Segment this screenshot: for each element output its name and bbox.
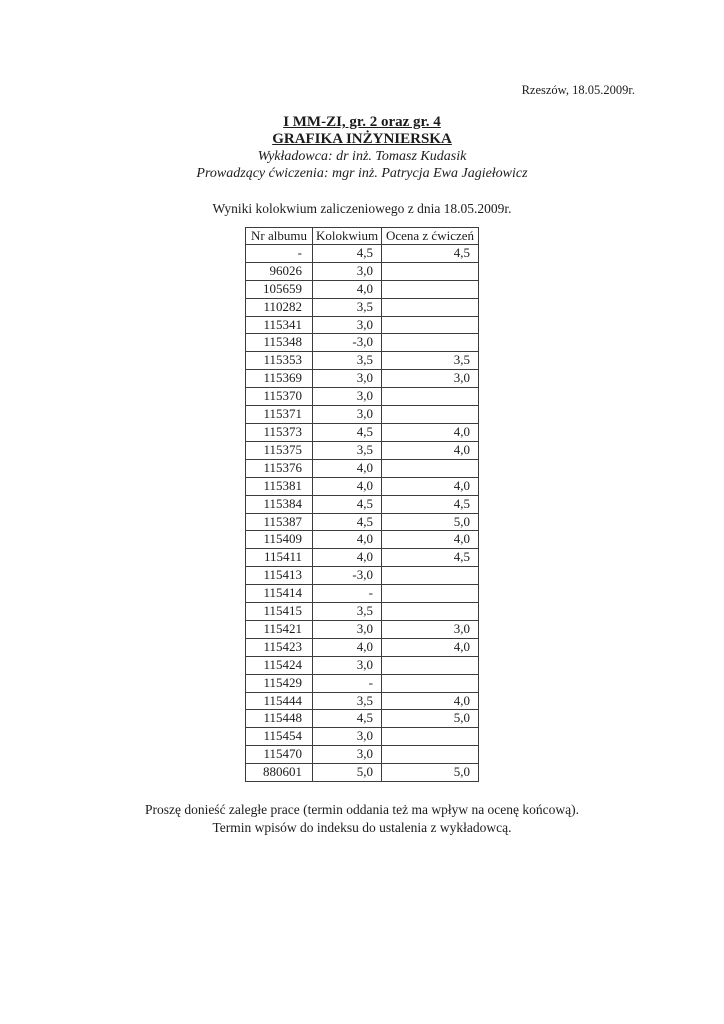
cell-kolokwium: 4,0	[313, 459, 382, 477]
cell-nr-albumu: 115414	[246, 585, 313, 603]
cell-ocena-z-cwiczen	[382, 280, 479, 298]
table-row	[246, 513, 479, 531]
table-row	[246, 549, 479, 567]
cell-ocena-z-cwiczen: 4,0	[382, 477, 479, 495]
cell-ocena-z-cwiczen	[382, 656, 479, 674]
cell-nr-albumu: 115409	[246, 531, 313, 549]
cell-kolokwium: 3,5	[313, 352, 382, 370]
cell-ocena-z-cwiczen: 4,0	[382, 441, 479, 459]
cell-ocena-z-cwiczen	[382, 406, 479, 424]
cell-kolokwium: 4,0	[313, 638, 382, 656]
cell-nr-albumu: 115470	[246, 746, 313, 764]
footer-line-1: Proszę donieść zaległe prace (termin oddania też ma wpływ na ocenę końcową).	[144, 802, 580, 817]
cell-nr-albumu: 115376	[246, 459, 313, 477]
table-row	[246, 746, 479, 764]
cell-ocena-z-cwiczen: 4,5	[382, 549, 479, 567]
cell-nr-albumu: 115421	[246, 620, 313, 638]
table-row	[246, 388, 479, 406]
footer-notes	[0, 801, 724, 836]
table-row	[246, 477, 479, 495]
table-row	[246, 603, 479, 621]
cell-kolokwium: 5,0	[313, 764, 382, 782]
results-caption: Wyniki kolokwium zaliczeniowego z dnia 18.05.2009r.	[212, 201, 512, 216]
cell-ocena-z-cwiczen: 4,0	[382, 692, 479, 710]
table-row	[246, 298, 479, 316]
cell-kolokwium: 4,5	[313, 710, 382, 728]
cell-ocena-z-cwiczen: 4,0	[382, 423, 479, 441]
cell-ocena-z-cwiczen: 5,0	[382, 710, 479, 728]
cell-ocena-z-cwiczen: 4,0	[382, 638, 479, 656]
table-row	[246, 280, 479, 298]
cell-ocena-z-cwiczen: 3,5	[382, 352, 479, 370]
cell-kolokwium: 3,5	[313, 603, 382, 621]
cell-kolokwium: 4,5	[313, 423, 382, 441]
cell-nr-albumu: 115415	[246, 603, 313, 621]
cell-nr-albumu: 115370	[246, 388, 313, 406]
cell-nr-albumu: 115424	[246, 656, 313, 674]
table-row	[246, 620, 479, 638]
table-row	[246, 370, 479, 388]
header-nr-albumu: Nr albumu	[246, 228, 313, 245]
cell-kolokwium: 3,0	[313, 728, 382, 746]
table-row	[246, 638, 479, 656]
table-row	[246, 262, 479, 280]
date-line: Rzeszów, 18.05.2009r.	[521, 83, 635, 97]
cell-kolokwium: 4,0	[313, 280, 382, 298]
cell-nr-albumu: 115429	[246, 674, 313, 692]
table-row	[246, 692, 479, 710]
cell-nr-albumu: 115454	[246, 728, 313, 746]
cell-nr-albumu: 115448	[246, 710, 313, 728]
cell-ocena-z-cwiczen	[382, 262, 479, 280]
cell-nr-albumu: 115341	[246, 316, 313, 334]
cell-ocena-z-cwiczen	[382, 567, 479, 585]
cell-nr-albumu: 115369	[246, 370, 313, 388]
table-row	[246, 585, 479, 603]
cell-nr-albumu: 105659	[246, 280, 313, 298]
table-row	[246, 656, 479, 674]
results-table-body	[246, 244, 479, 781]
table-row	[246, 710, 479, 728]
cell-ocena-z-cwiczen	[382, 603, 479, 621]
cell-ocena-z-cwiczen	[382, 298, 479, 316]
cell-ocena-z-cwiczen	[382, 728, 479, 746]
cell-kolokwium: 3,0	[313, 656, 382, 674]
header-ocena-z-cwiczen: Ocena z ćwiczeń	[382, 228, 479, 245]
cell-kolokwium: 4,5	[313, 495, 382, 513]
instructor-line: Prowadzący ćwiczenia: mgr inż. Patrycja Ewa Jagiełowicz	[196, 166, 528, 181]
cell-nr-albumu: 115413	[246, 567, 313, 585]
cell-ocena-z-cwiczen: 4,5	[382, 244, 479, 262]
cell-nr-albumu: 115348	[246, 334, 313, 352]
cell-kolokwium: -3,0	[313, 567, 382, 585]
table-row	[246, 334, 479, 352]
cell-ocena-z-cwiczen: 5,0	[382, 764, 479, 782]
cell-nr-albumu: 115423	[246, 638, 313, 656]
cell-nr-albumu: -	[246, 244, 313, 262]
table-header-row	[246, 228, 479, 245]
table-row	[246, 316, 479, 334]
table-row	[246, 495, 479, 513]
cell-nr-albumu: 880601	[246, 764, 313, 782]
cell-kolokwium: -	[313, 585, 382, 603]
cell-kolokwium: 4,0	[313, 531, 382, 549]
cell-kolokwium: 4,0	[313, 477, 382, 495]
cell-nr-albumu: 115387	[246, 513, 313, 531]
cell-ocena-z-cwiczen: 5,0	[382, 513, 479, 531]
cell-kolokwium: 3,0	[313, 316, 382, 334]
cell-nr-albumu: 115371	[246, 406, 313, 424]
cell-kolokwium: 4,0	[313, 549, 382, 567]
title-block	[0, 114, 724, 182]
cell-ocena-z-cwiczen: 3,0	[382, 370, 479, 388]
cell-ocena-z-cwiczen	[382, 334, 479, 352]
table-row	[246, 352, 479, 370]
cell-ocena-z-cwiczen	[382, 459, 479, 477]
cell-kolokwium: 3,0	[313, 388, 382, 406]
cell-ocena-z-cwiczen	[382, 674, 479, 692]
footer-line-2: Termin wpisów do indeksu do ustalenia z wykładowcą.	[212, 819, 512, 835]
table-row	[246, 406, 479, 424]
header-kolokwium: Kolokwium	[313, 228, 382, 245]
cell-nr-albumu: 115353	[246, 352, 313, 370]
table-row	[246, 764, 479, 782]
cell-kolokwium: 3,0	[313, 262, 382, 280]
cell-nr-albumu: 115411	[246, 549, 313, 567]
cell-kolokwium: 3,5	[313, 441, 382, 459]
cell-kolokwium: 3,0	[313, 746, 382, 764]
table-row	[246, 728, 479, 746]
cell-ocena-z-cwiczen: 3,0	[382, 620, 479, 638]
cell-nr-albumu: 115444	[246, 692, 313, 710]
cell-ocena-z-cwiczen	[382, 388, 479, 406]
table-row	[246, 531, 479, 549]
cell-kolokwium: 4,5	[313, 513, 382, 531]
cell-kolokwium: 3,5	[313, 298, 382, 316]
table-row	[246, 423, 479, 441]
table-row	[246, 441, 479, 459]
cell-kolokwium: 4,5	[313, 244, 382, 262]
table-row	[246, 459, 479, 477]
cell-kolokwium: 3,0	[313, 620, 382, 638]
cell-kolokwium: -	[313, 674, 382, 692]
cell-nr-albumu: 110282	[246, 298, 313, 316]
cell-kolokwium: 3,0	[313, 406, 382, 424]
lecturer-line: Wykładowca: dr inż. Tomasz Kudasik	[257, 149, 467, 164]
cell-nr-albumu: 115375	[246, 441, 313, 459]
cell-ocena-z-cwiczen: 4,0	[382, 531, 479, 549]
cell-nr-albumu: 96026	[246, 262, 313, 280]
cell-ocena-z-cwiczen: 4,5	[382, 495, 479, 513]
cell-nr-albumu: 115373	[246, 423, 313, 441]
cell-ocena-z-cwiczen	[382, 316, 479, 334]
table-row	[246, 567, 479, 585]
results-table	[245, 227, 479, 782]
cell-kolokwium: 3,5	[313, 692, 382, 710]
course-title: GRAFIKA INŻYNIERSKA	[272, 131, 452, 147]
cell-ocena-z-cwiczen	[382, 585, 479, 603]
cell-kolokwium: 3,0	[313, 370, 382, 388]
group-title: I MM-ZI, gr. 2 oraz gr. 4	[283, 114, 441, 130]
cell-ocena-z-cwiczen	[382, 746, 479, 764]
table-row	[246, 674, 479, 692]
cell-nr-albumu: 115384	[246, 495, 313, 513]
table-row	[246, 244, 479, 262]
cell-nr-albumu: 115381	[246, 477, 313, 495]
cell-kolokwium: -3,0	[313, 334, 382, 352]
